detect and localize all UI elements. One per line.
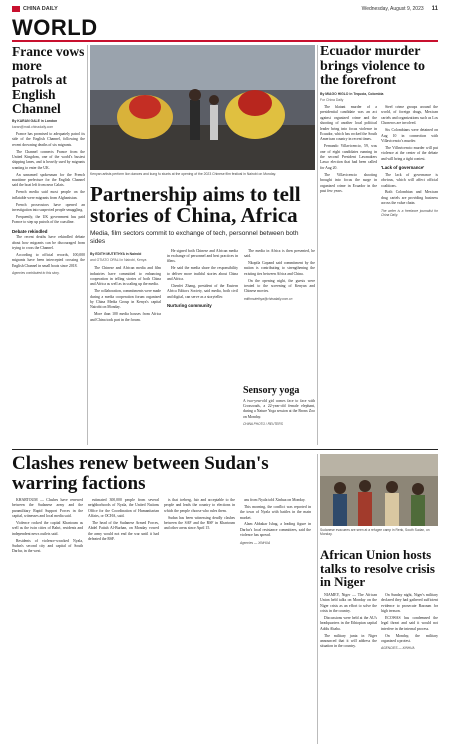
paragraph: The Villavicencio murder will put violence at the center of the debate and will bring a tight contest. xyxy=(381,145,438,161)
masthead xyxy=(12,4,438,14)
china-daily-logo-icon xyxy=(12,6,20,12)
paragraph: Six Colombians were detained on Aug 10 in connection with Villavicencio's murder. xyxy=(381,128,438,143)
paragraph: The Channel connects France from the United Kingdom, one of the world's busiest shipping lanes, and is heavily used by migrants wanting to enter the UK. xyxy=(12,149,85,170)
paragraph: French prosecutors have opened an investigation into suspected people smuggling. xyxy=(12,202,85,212)
brief-photo-credit: CHINA PHOTO / REUTERS xyxy=(243,422,283,427)
paragraph: Both Colombian and Mexican drug cartels are providing business across the value chain. xyxy=(381,190,438,206)
article-byline: By EDITH MUTETHYA in Nairobi xyxy=(90,251,142,256)
article-columns xyxy=(90,249,315,325)
evacuees-photo-illustration xyxy=(320,454,438,526)
article-columns xyxy=(320,105,438,218)
article-column xyxy=(12,498,83,556)
section-title: WORLD xyxy=(12,15,98,40)
paragraph: is that iceberg, fair and acceptable to the people and leads the country to elections in which the people choose who rules them. xyxy=(164,497,235,513)
paragraph: NIAMEY, Niger — The African Union held talks on Monday on the Niger crisis as an effort to solve the crisis in the country. xyxy=(320,592,377,614)
paragraph: estimated 300,000 people from several neighborhoods of Nyala, the United Nations Office for the Coordination of Humanitarian Affairs, or OCHA, said. xyxy=(88,497,159,519)
section-rule xyxy=(12,40,438,42)
paragraph: Alam Abbakar Ishag, a leading figure in Darfur's local resistance committees, said the violence has spread. xyxy=(240,522,311,538)
publication-logo xyxy=(12,6,58,12)
article-agency-credit: Agencies — XINHUA xyxy=(240,540,271,545)
brief-text: A two-year-old girl comes face to face with Crossroads, a 22-year-old female elephant, during a Nature Yoga session at the Bronx Zoo on Monday. xyxy=(243,398,315,419)
paragraph: The lack of governance is obvious, which will affect official coalitions. xyxy=(381,172,438,188)
article-writer-note: The writer is a freelance journalist for China Daily. xyxy=(381,208,438,218)
article-subhead: 'Lack of governance' xyxy=(381,164,425,170)
paragraph: Chenfei Zhang, president of the Eastern Africa Editors Society, said media, both civil and digital, can serve as a storyteller. xyxy=(167,283,238,299)
paragraph: French media said most people on the inflatable were migrants from Afghanistan. xyxy=(12,190,85,200)
article-column xyxy=(88,498,159,556)
article-agency-credit: AGENCIES — XINHUA xyxy=(381,646,415,651)
article-subhead: Debate rekindled xyxy=(12,228,48,234)
article-ecuador-murder xyxy=(320,45,438,445)
article-column xyxy=(244,249,315,325)
article-headline: Clashes renew between Sudan's warring factions xyxy=(12,454,269,494)
article-byline-sub: For China Daily xyxy=(320,98,344,103)
article-headline: Partnership aims to tell stories of China, Africa xyxy=(90,184,301,227)
column-divider xyxy=(87,45,88,445)
issue-date: Wednesday, August 9, 2023 xyxy=(361,6,424,12)
lion-dance-photo-caption: Kenyan artists perform lion dances and kung fu stunts at the opening of the 2023 Chinese film festival in Nairobi on Monday. xyxy=(90,172,276,176)
paragraph: The collaboration, commitments were made during a media cooperation forum organized by China Media Group in Kenya's capital Nairobi on Monday. xyxy=(90,289,161,310)
paragraph: Nkopila Gopand said commitment by the nation is contributing to strengthening the existing ties between Africa and China. xyxy=(244,260,315,276)
paragraph: Frequently, the UK government has paid France to step up patrols of the coastline. xyxy=(12,214,85,225)
article-columns xyxy=(12,498,315,556)
paragraph: An unnamed spokesman for the French maritime prefecture for the English Channel said the boat left from near Calais. xyxy=(12,172,85,188)
page-number: 11 xyxy=(431,6,438,12)
column-divider xyxy=(317,45,318,445)
paragraph: Residents of violence-wracked Nyala, Sudan's second city and capital of South Darfur, in the west. xyxy=(12,538,83,554)
paragraph: ECOWAS has condemned the legal threat and said it would not interfere in the internal process. xyxy=(381,615,438,631)
article-column xyxy=(167,249,238,325)
article-sudan-clashes xyxy=(12,454,315,744)
brief-headline: Sensory yoga xyxy=(243,386,300,396)
paragraph: Fernando Villavicencio, 59, was one of eight candidates running in the second President Lawmakers Lasso election that had been called for Aug 20. xyxy=(320,144,377,170)
lion-dance-photo-illustration xyxy=(90,45,315,170)
article-byline: By KARAN GALE in London xyxy=(12,118,58,123)
article-headline: France vows more patrols at English Channel xyxy=(12,45,85,116)
article-byline-email: karan@mail.chinadaily.com xyxy=(12,124,54,129)
article-column xyxy=(381,105,438,218)
article-body xyxy=(12,132,85,226)
article-columns xyxy=(320,593,438,651)
paragraph: He said the media share the responsibility to deliver more truthful stories about China and Africa. xyxy=(167,266,238,282)
paragraph: The military junta in Niger announced that it will address the situation in the country. xyxy=(320,633,377,649)
article-column xyxy=(90,249,161,325)
article-column xyxy=(381,593,438,651)
paragraph: On the opening night, the guests were treated to the screening of Kenyan and Chinese movies. xyxy=(244,278,315,294)
article-subhead: Nurturing community xyxy=(167,303,212,309)
article-byline-sub: and OTIATO OPALI in Nairobi, Kenya xyxy=(90,258,147,263)
paragraph: On Sunday night, Niger's military declared they had gathered sufficient evidence to prosecute Bazoum for high treason. xyxy=(381,592,438,614)
publication-name: CHINA DAILY xyxy=(23,6,58,12)
author-email: edithmutethya@chinadaily.com.cn xyxy=(244,296,293,301)
lion-dance-photo xyxy=(90,45,315,170)
sudan-evacuees-photo xyxy=(320,454,438,526)
paragraph: More than 100 media houses from Africa and China took part in the forum. xyxy=(90,312,161,322)
article-agency-credit: Agencies contributed to this story. xyxy=(12,270,60,275)
sensory-yoga-brief xyxy=(243,386,315,442)
article-body-continued xyxy=(12,235,85,269)
paragraph: Violence rocked the capital Khartoum as well as the twin cities of Bahri, residents and independent news outlets said. xyxy=(12,520,83,536)
article-column xyxy=(320,593,377,651)
paragraph: Sudan has been witnessing deadly clashes between the SAF and the RSF in Khartoum and other areas since April 15. xyxy=(164,515,235,531)
section-divider xyxy=(12,449,438,450)
article-headline: Ecuador murder brings violence to the forefront xyxy=(320,45,425,89)
article-dek: Media, film sectors commit to exchange of tech, personnel between both sides xyxy=(90,230,299,245)
article-byline: By MIAGO HIGLO in Tequoia, Colombia xyxy=(320,92,384,97)
paragraph: KHARTOUM — Clashes have renewed between the Sudanese army and the paramilitary Rapid Support Forces in the capital, witnesses and local media said. xyxy=(12,497,83,519)
paragraph: The head of the Sudanese Armed Forces, Abdel Fattah Al-Burhan, on Monday vowed the army would not end the war until it had defeated the RSF. xyxy=(88,520,159,542)
paragraph: This morning, the conflict was reported in the town of Nyala with battles in the main market. xyxy=(240,504,311,520)
paragraph: The Chinese and African media and film industries have committed to enhancing cooperation in telling stories of both China and Africa as well as in scaling up the media. xyxy=(90,266,161,287)
article-african-union-niger xyxy=(320,548,438,744)
article-headline: African Union hosts talks to resolve crisis in Niger xyxy=(320,548,435,590)
paragraph: The Villavicencio shooting brought into focus the surge in organized crime in Ecuador in the past few years. xyxy=(320,172,377,193)
article-column xyxy=(240,498,311,556)
article-france-channel xyxy=(12,45,85,445)
sudan-photo-caption: Sudanese evacuees are seen at a refugee camp in Renk, South Sudan, on Monday. xyxy=(320,528,430,537)
paragraph: France has promised to adequately patrol its side of the English Channel, following the recent drowning deaths of six migrants. xyxy=(12,131,85,147)
paragraph: Steel crime groups around the world, of foreign drugs, Mexican cartels and organizations such as Los Choneros are involved. xyxy=(381,105,438,126)
paragraph: ans from Nyala told Xinhua on Monday. xyxy=(244,497,306,502)
paragraph: On Monday, the military organized a protest. xyxy=(381,633,438,644)
paragraph: The blatant murder of a presidential candidate was an act against organized crime and the shooting of another local political leader bring into focus violence in Ecuador, which has rocked the South American country in recent times. xyxy=(320,105,377,142)
article-column xyxy=(164,498,235,556)
article-column xyxy=(320,105,377,218)
paragraph: The recent deaths have rekindled debate about how migrants can be discouraged from trying to cross the Channel. xyxy=(12,235,85,250)
paragraph: The media in Africa is then presented, he said. xyxy=(244,248,315,258)
paragraph: According to official records, 100,000 migrants have been intercepted crossing the English Channel in small boats since 2018. xyxy=(12,252,85,268)
paragraph: Discussions were held at the AU's headquarters in the Ethiopian capital Addis Ababa. xyxy=(320,615,377,631)
paragraph: He signed both Chinese and African media in exchange of personnel and best practices in films. xyxy=(167,248,238,264)
column-divider xyxy=(317,454,318,744)
